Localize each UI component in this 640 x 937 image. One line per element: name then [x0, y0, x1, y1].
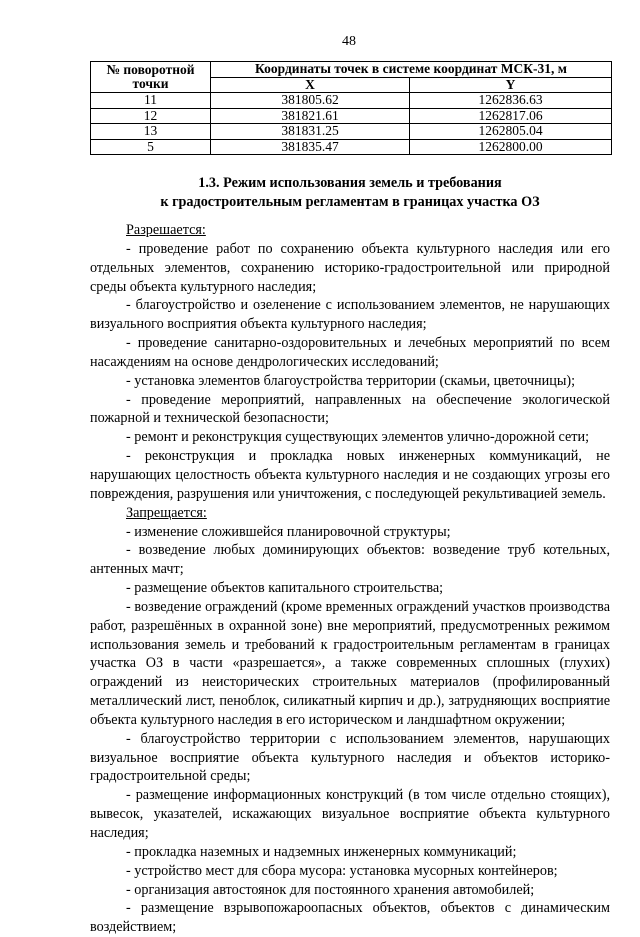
cell-y: 1262800.00 — [410, 139, 612, 155]
cell-x: 381805.62 — [211, 93, 410, 109]
cell-point: 11 — [91, 93, 211, 109]
cell-y: 1262836.63 — [410, 93, 612, 109]
prohibited-item: - организация автостоянок для постоянного хранения автомобилей; — [126, 881, 535, 898]
permitted-item: - ремонт и реконструкция существующих элементов улично-дорожной сети; — [126, 429, 590, 446]
page-number: 48 — [342, 34, 356, 49]
prohibited-item: - размещение информационных конструкций (в том числе отдельно стоящих), вывесок, указателей, искажающих визуальное восприятие объекта культурного наследия; — [90, 787, 610, 841]
coordinates-table — [90, 61, 612, 155]
table-row — [91, 139, 612, 155]
cell-x: 381821.61 — [211, 108, 410, 124]
header-x: X — [211, 77, 410, 93]
prohibited-item: - размещение взрывопожароопасных объектов, объектов с динамическим воздействием; — [90, 900, 610, 936]
section-title — [90, 174, 610, 212]
permitted-item: - реконструкция и прокладка новых инженерных коммуникаций, не нарушающих целостность объекта культурного наследия и не создающих угрозы его повреждения, разрушения или уничтожения, с последующей рекультивацией земель. — [90, 448, 610, 502]
table-row — [91, 108, 612, 124]
cell-point: 12 — [91, 108, 211, 124]
prohibited-item: - изменение сложившейся планировочной структуры; — [126, 523, 451, 540]
section-title-line2: к градостроительным регламентам в границах участка ОЗ — [160, 194, 540, 210]
section-content — [90, 221, 610, 937]
permitted-heading: Разрешается: — [126, 222, 206, 238]
cell-point: 5 — [91, 139, 211, 155]
table-row — [91, 124, 612, 140]
header-coordinates-group: Координаты точек в системе координат МСК-31, м — [211, 62, 612, 78]
header-y: Y — [410, 77, 612, 93]
coordinates-rows — [91, 93, 612, 155]
prohibited-heading: Запрещается: — [126, 504, 207, 521]
section-title-line1: 1.3. Режим использования земель и требования — [198, 175, 502, 191]
header-point-number-line2: точки — [132, 76, 169, 91]
cell-x: 381831.25 — [211, 124, 410, 140]
permitted-item: - проведение санитарно-оздоровительных и лечебных мероприятий по всем насаждениям на основе дендрологических исследований; — [90, 335, 610, 370]
table-row — [91, 93, 612, 109]
header-point-number-line1: № поворотной — [106, 61, 195, 77]
permitted-item: - установка элементов благоустройства территории (скамьи, цветочницы); — [126, 372, 576, 389]
prohibited-item: - возведение ограждений (кроме временных ограждений участков производства работ, разрешённых в охранной зоне) вне мероприятий, предусмотренных режимом использования земель и требований к градостроительным регламентам в границах участка ОЗ в части «разрешается», а также современных сплошных (глухих) ограждений из неисторических строительных материалов (профилированный металлический лист, пеноблок, силикатный кирпич и др.), затрудняющих восприятие объекта культурного наследия в его историческом и ландшафтном окружении; — [90, 598, 610, 728]
permitted-item: - проведение работ по сохранению объекта культурного наследия или его отдельных элементов, сохранению историко-градостроительной или природной среды объекта культурного наследия; — [90, 240, 610, 295]
cell-x: 381835.47 — [211, 139, 410, 155]
prohibited-item: - размещение объектов капитального строительства; — [126, 580, 444, 597]
prohibited-item: - возведение любых доминирующих объектов: возведение труб котельных, антенных мачт; — [90, 542, 610, 578]
cell-point: 13 — [91, 124, 211, 140]
prohibited-item: - прокладка наземных и надземных инженерных коммуникаций; — [126, 843, 517, 860]
header-point-number — [91, 62, 211, 93]
permitted-item: - проведение мероприятий, направленных на обеспечение экологической пожарной и технической безопасности; — [90, 391, 610, 427]
permitted-item: - благоустройство и озеленение с использованием элементов, не нарушающих визуального восприятия объекта культурного наследия; — [90, 297, 610, 333]
prohibited-item: - благоустройство территории с использованием элементов, нарушающих визуальное восприятие объекта культурного наследия и объектов историко-градостроительной среды; — [90, 730, 610, 785]
cell-y: 1262805.04 — [410, 124, 612, 140]
prohibited-item: - устройство мест для сбора мусора: установка мусорных контейнеров; — [126, 862, 558, 879]
cell-y: 1262817.06 — [410, 108, 612, 124]
